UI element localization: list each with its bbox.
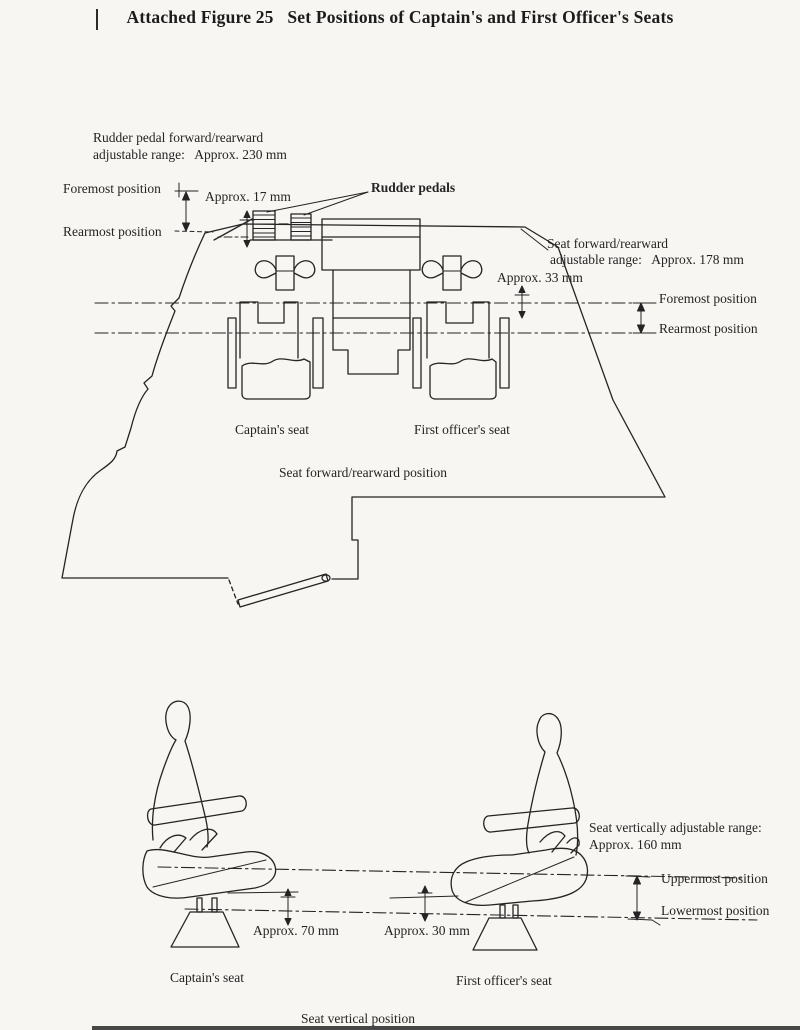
rudder-pedal-right bbox=[291, 214, 311, 240]
dimension-33mm bbox=[515, 286, 529, 318]
vertical-range-label-line2: Approx. 160 mm bbox=[589, 837, 682, 852]
center-console bbox=[322, 219, 420, 374]
seat-range-label-line1: Seat forward/rearward bbox=[547, 236, 669, 251]
rearmost-position-right-label: Rearmost position bbox=[659, 321, 758, 336]
seat-range-dimension bbox=[633, 303, 656, 333]
foremost-position-left-label: Foremost position bbox=[63, 181, 161, 196]
captain-seat-plan bbox=[228, 302, 323, 399]
top-view-caption: Seat forward/rearward position bbox=[279, 465, 447, 480]
side-view-caption: Seat vertical position bbox=[301, 1011, 415, 1026]
foremost-position-right-label: Foremost position bbox=[659, 291, 757, 306]
approx-70mm-label: Approx. 70 mm bbox=[253, 923, 339, 938]
approx-33mm-label: Approx. 33 mm bbox=[497, 270, 583, 285]
first-officer-seat-plan-label: First officer's seat bbox=[414, 422, 510, 437]
lowermost-position-label: Lowermost position bbox=[661, 903, 770, 918]
rudder-pedals-label: Rudder pedals bbox=[371, 180, 456, 195]
uppermost-position-label: Uppermost position bbox=[661, 871, 768, 886]
captain-seat-side-label: Captain's seat bbox=[170, 970, 245, 985]
control-yoke-captain bbox=[255, 256, 314, 290]
approx-17mm-label: Approx. 17 mm bbox=[205, 189, 291, 204]
seat-range-label-line2: adjustable range: Approx. 178 mm bbox=[550, 252, 744, 267]
rudder-pedal-left bbox=[253, 211, 275, 240]
cockpit-door bbox=[229, 574, 330, 607]
rearmost-position-left-label: Rearmost position bbox=[63, 224, 162, 239]
first-officer-seat-side-label: First officer's seat bbox=[456, 973, 552, 988]
dimension-17mm bbox=[240, 211, 254, 247]
figure-title: Attached Figure 25 Set Positions of Captain's and First Officer's Seats bbox=[126, 7, 674, 27]
captain-seat-plan-label: Captain's seat bbox=[235, 422, 310, 437]
scan-edge-strip bbox=[92, 1026, 800, 1030]
dimension-70mm bbox=[228, 889, 298, 925]
rudder-range-label-line1: Rudder pedal forward/rearward bbox=[93, 130, 264, 145]
rudder-range-label-line2: adjustable range: Approx. 230 mm bbox=[93, 147, 287, 162]
control-yoke-first-officer bbox=[422, 256, 481, 290]
vertical-range-label-line1: Seat vertically adjustable range: bbox=[589, 820, 762, 835]
first-officer-seat-plan bbox=[413, 302, 509, 399]
approx-30mm-label: Approx. 30 mm bbox=[384, 923, 470, 938]
dimension-30mm bbox=[390, 886, 458, 921]
